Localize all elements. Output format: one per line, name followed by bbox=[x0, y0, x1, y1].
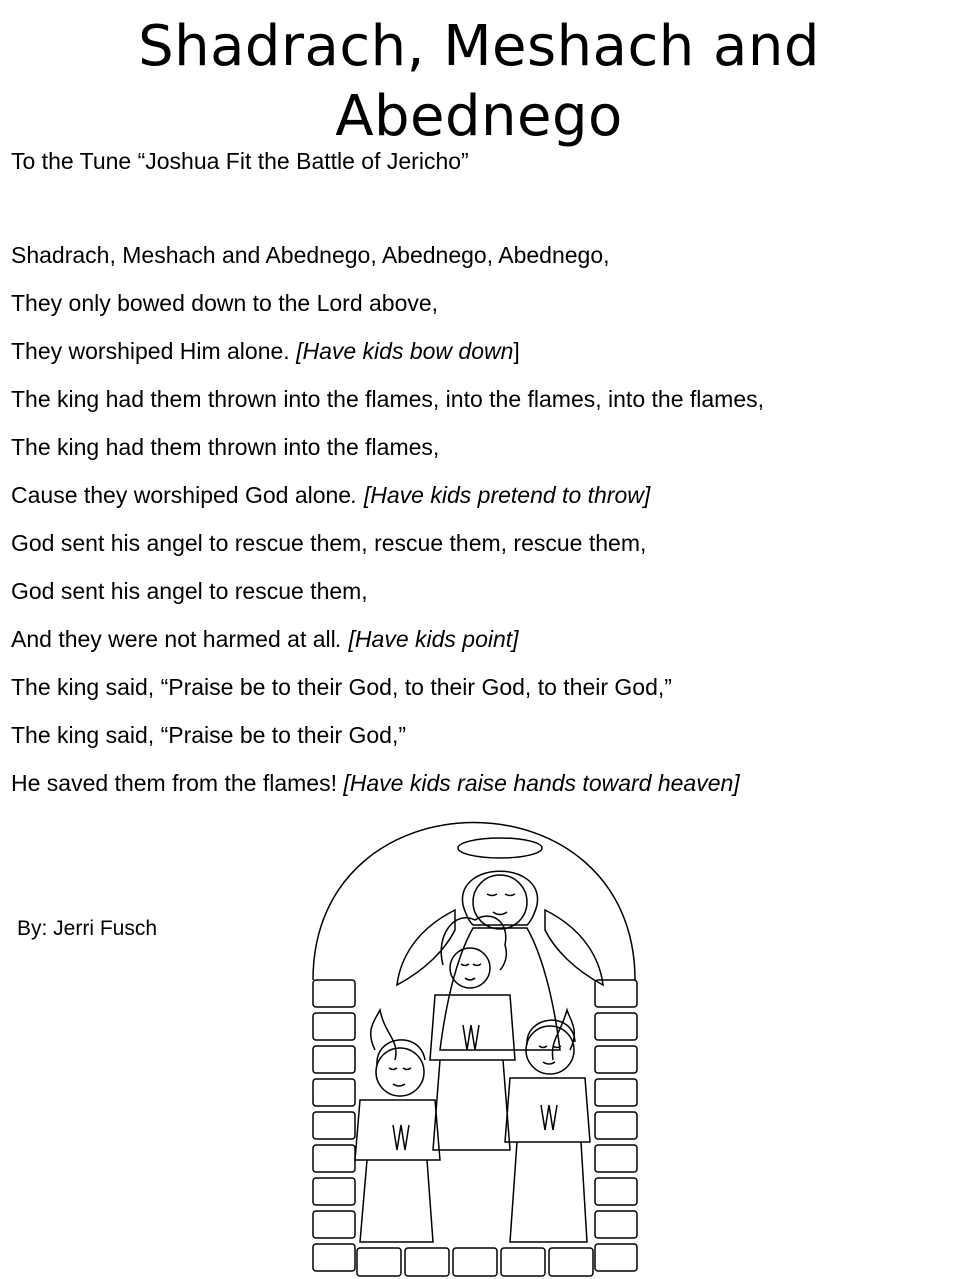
lyric-line: He saved them from the flames! [Have kids raise hands toward heaven] bbox=[11, 770, 740, 796]
stage-direction: [Have kids raise hands toward heaven] bbox=[343, 770, 740, 796]
lyric-line: They only bowed down to the Lord above, bbox=[11, 290, 439, 316]
stage-direction: . [Have kids point] bbox=[335, 626, 519, 652]
man-left bbox=[355, 1040, 440, 1242]
left-pillar bbox=[313, 980, 355, 1271]
lyric-line: Cause they worshiped God alone. [Have kids pretend to throw] bbox=[11, 482, 651, 508]
tune-line: To the Tune “Joshua Fit the Battle of Jericho” bbox=[11, 148, 469, 174]
lyric-line: God sent his angel to rescue them, rescue them, rescue them, bbox=[11, 530, 647, 556]
angel-wing-right bbox=[545, 910, 603, 985]
lyric-line: The king had them thrown into the flames, into the flames, into the flames, bbox=[11, 386, 765, 412]
flame-left bbox=[371, 1010, 396, 1060]
furnace-arch bbox=[313, 823, 635, 981]
man-right bbox=[505, 1020, 590, 1242]
halo bbox=[458, 838, 542, 858]
lyric-line: The king said, “Praise be to their God, to their God, to their God,” bbox=[11, 674, 672, 700]
lyric-line: God sent his angel to rescue them, bbox=[11, 578, 368, 604]
author-credit: By: Jerri Fusch bbox=[17, 917, 158, 940]
lyric-line: The king had them thrown into the flames, bbox=[11, 434, 440, 460]
stage-direction: . [Have kids pretend to throw] bbox=[351, 482, 651, 508]
lyric-line: Shadrach, Meshach and Abednego, Abednego, Abednego, bbox=[11, 242, 610, 268]
right-pillar bbox=[595, 980, 637, 1271]
angel-wing-left bbox=[397, 910, 455, 985]
page-title: Shadrach, Meshach and Abednego bbox=[138, 14, 820, 149]
lyric-line: And they were not harmed at all. [Have kids point] bbox=[11, 626, 519, 652]
bottom-bricks bbox=[357, 1248, 593, 1276]
lyric-line: They worshiped Him alone. [Have kids bow down] bbox=[11, 338, 520, 364]
angel-furnace-illustration bbox=[305, 810, 645, 1279]
lyric-line: The king said, “Praise be to their God,” bbox=[11, 722, 407, 748]
stage-direction: [Have kids bow down bbox=[296, 338, 514, 364]
angel-robe bbox=[440, 928, 560, 1050]
